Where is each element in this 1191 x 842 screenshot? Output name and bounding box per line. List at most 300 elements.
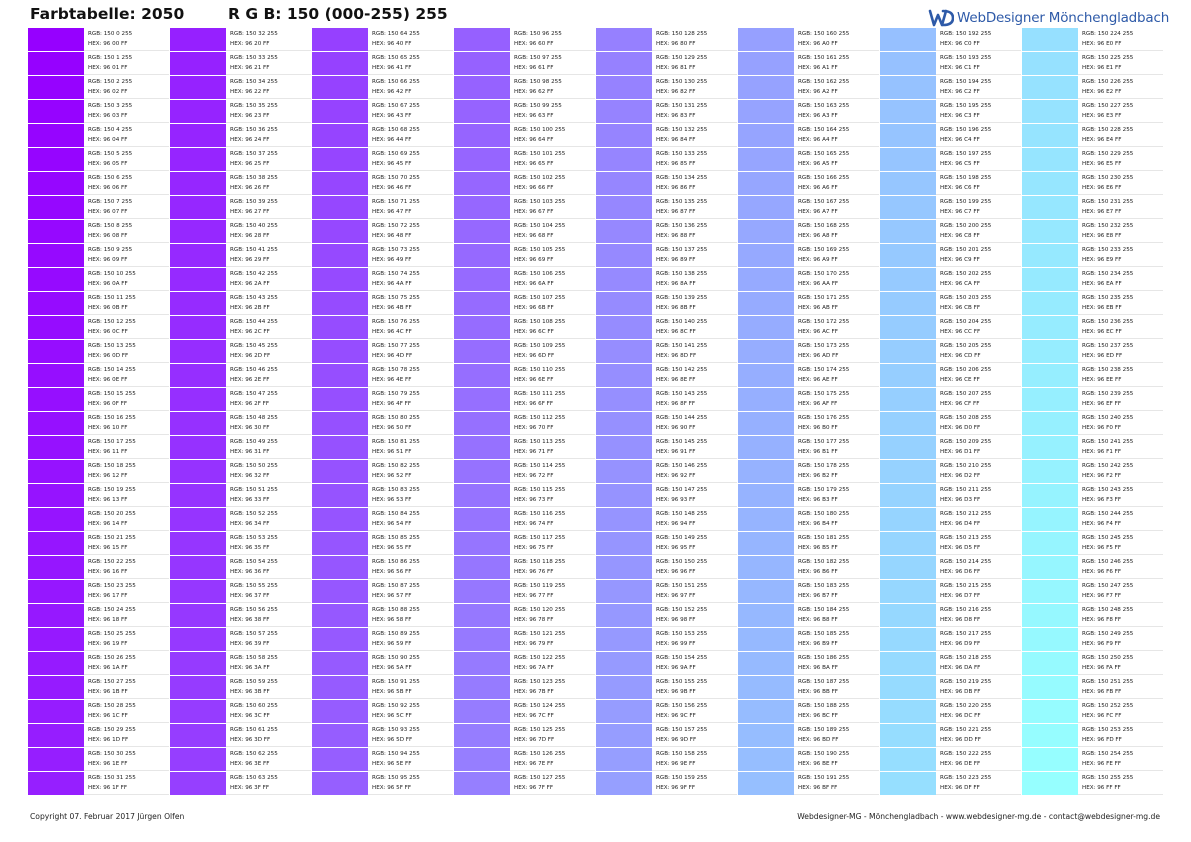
color-swatch bbox=[454, 484, 510, 507]
rgb-value: RGB: 150 33 255 bbox=[230, 55, 278, 61]
color-swatch bbox=[28, 292, 84, 315]
color-code-label bbox=[88, 174, 132, 193]
rgb-value: RGB: 150 28 255 bbox=[88, 703, 136, 709]
color-code-label bbox=[230, 414, 278, 433]
hex-value: HEX: 96 01 FF bbox=[88, 64, 128, 71]
color-code-label bbox=[940, 678, 991, 697]
color-cell bbox=[738, 172, 879, 195]
color-cell bbox=[170, 340, 311, 363]
hex-value: HEX: 96 41 FF bbox=[372, 64, 412, 71]
color-swatch bbox=[312, 532, 368, 555]
color-cell bbox=[28, 460, 169, 483]
color-cell bbox=[312, 292, 453, 315]
color-cell bbox=[312, 652, 453, 675]
color-swatch bbox=[1022, 244, 1078, 267]
color-swatch bbox=[880, 196, 936, 219]
color-code-label bbox=[514, 342, 565, 361]
color-swatch bbox=[454, 172, 510, 195]
color-code-label bbox=[230, 462, 278, 481]
hex-value: HEX: 96 C5 FF bbox=[940, 160, 980, 167]
rgb-value: RGB: 150 226 255 bbox=[1082, 79, 1134, 85]
color-cell bbox=[596, 628, 737, 651]
color-code-label bbox=[514, 78, 562, 97]
rgb-value: RGB: 150 119 255 bbox=[514, 583, 566, 589]
color-cell bbox=[880, 220, 1021, 243]
color-cell bbox=[596, 340, 737, 363]
color-cell bbox=[880, 532, 1021, 555]
hex-value: HEX: 96 EE FF bbox=[1082, 376, 1122, 383]
color-code-label bbox=[940, 246, 991, 265]
hex-value: HEX: 96 7C FF bbox=[514, 712, 554, 719]
hex-value: HEX: 96 F8 FF bbox=[1082, 616, 1122, 623]
color-code-label bbox=[798, 222, 849, 241]
hex-value: HEX: 96 EC FF bbox=[1082, 328, 1122, 335]
color-swatch bbox=[1022, 52, 1078, 75]
color-swatch bbox=[738, 748, 794, 771]
color-swatch bbox=[312, 388, 368, 411]
color-code-label bbox=[656, 630, 707, 649]
hex-value: HEX: 96 03 FF bbox=[88, 112, 128, 119]
color-code-label bbox=[514, 438, 565, 457]
color-cell bbox=[170, 484, 311, 507]
hex-value: HEX: 96 80 FF bbox=[656, 40, 696, 47]
color-code-label bbox=[514, 198, 565, 217]
color-swatch bbox=[170, 460, 226, 483]
color-code-label bbox=[656, 150, 707, 169]
color-swatch bbox=[28, 436, 84, 459]
hex-value: HEX: 96 1E FF bbox=[88, 760, 128, 767]
color-code-label bbox=[656, 390, 707, 409]
color-cell bbox=[596, 52, 737, 75]
rgb-value: RGB: 150 96 255 bbox=[514, 31, 562, 37]
color-cell bbox=[1022, 172, 1163, 195]
color-code-label bbox=[230, 558, 278, 577]
hex-value: HEX: 96 17 FF bbox=[88, 592, 128, 599]
rgb-value: RGB: 150 250 255 bbox=[1082, 655, 1134, 661]
color-cell bbox=[170, 604, 311, 627]
rgb-value: RGB: 150 24 255 bbox=[88, 607, 136, 613]
color-code-label bbox=[1082, 726, 1133, 745]
color-swatch bbox=[880, 652, 936, 675]
rgb-value: RGB: 150 16 255 bbox=[88, 415, 136, 421]
rgb-value: RGB: 150 238 255 bbox=[1082, 367, 1134, 373]
color-code-label bbox=[514, 462, 565, 481]
color-swatch bbox=[1022, 436, 1078, 459]
hex-value: HEX: 96 06 FF bbox=[88, 184, 128, 191]
color-swatch bbox=[596, 196, 652, 219]
color-swatch bbox=[880, 340, 936, 363]
color-swatch bbox=[1022, 556, 1078, 579]
hex-value: HEX: 96 A8 FF bbox=[798, 232, 838, 239]
color-cell bbox=[170, 412, 311, 435]
color-cell bbox=[28, 244, 169, 267]
rgb-value: RGB: 150 168 255 bbox=[798, 223, 850, 229]
hex-value: HEX: 96 8E FF bbox=[656, 376, 696, 383]
color-swatch bbox=[1022, 604, 1078, 627]
color-code-label bbox=[514, 390, 565, 409]
color-swatch bbox=[1022, 100, 1078, 123]
color-code-label bbox=[514, 54, 562, 73]
color-swatch bbox=[454, 556, 510, 579]
color-code-label bbox=[798, 774, 849, 793]
color-code-label bbox=[88, 510, 136, 529]
color-cell bbox=[170, 244, 311, 267]
color-cell bbox=[312, 532, 453, 555]
color-code-label bbox=[1082, 270, 1133, 289]
copyright-note: Copyright 07. Februar 2017 Jürgen Olfen bbox=[30, 812, 185, 821]
color-swatch bbox=[1022, 676, 1078, 699]
color-code-label bbox=[798, 150, 849, 169]
hex-value: HEX: 96 D1 FF bbox=[940, 448, 981, 455]
hex-value: HEX: 96 FD FF bbox=[1082, 736, 1122, 743]
color-swatch bbox=[170, 340, 226, 363]
rgb-value: RGB: 150 27 255 bbox=[88, 679, 136, 685]
color-cell bbox=[738, 676, 879, 699]
color-swatch bbox=[28, 76, 84, 99]
color-cell bbox=[454, 244, 595, 267]
color-code-label bbox=[656, 510, 707, 529]
rgb-value: RGB: 150 159 255 bbox=[656, 775, 708, 781]
color-cell bbox=[738, 724, 879, 747]
rgb-value: RGB: 150 218 255 bbox=[940, 655, 992, 661]
color-cell bbox=[28, 604, 169, 627]
color-cell bbox=[738, 292, 879, 315]
color-swatch bbox=[28, 268, 84, 291]
color-swatch bbox=[738, 124, 794, 147]
color-swatch bbox=[170, 436, 226, 459]
color-code-label bbox=[656, 654, 707, 673]
hex-value: HEX: 96 4E FF bbox=[372, 376, 412, 383]
hex-value: HEX: 96 1D FF bbox=[88, 736, 129, 743]
color-code-label bbox=[88, 606, 136, 625]
color-code-label bbox=[230, 390, 278, 409]
hex-value: HEX: 96 FF FF bbox=[1082, 784, 1121, 791]
rgb-value: RGB: 150 73 255 bbox=[372, 247, 420, 253]
rgb-value: RGB: 150 229 255 bbox=[1082, 151, 1134, 157]
rgb-value: RGB: 150 141 255 bbox=[656, 343, 708, 349]
hex-value: HEX: 96 D0 FF bbox=[940, 424, 981, 431]
color-cell bbox=[170, 220, 311, 243]
color-code-label bbox=[230, 342, 278, 361]
color-code-label bbox=[372, 102, 420, 121]
color-swatch bbox=[880, 508, 936, 531]
color-cell bbox=[312, 556, 453, 579]
color-swatch bbox=[454, 196, 510, 219]
color-cell bbox=[596, 676, 737, 699]
rgb-value: RGB: 150 142 255 bbox=[656, 367, 708, 373]
color-swatch bbox=[596, 28, 652, 51]
hex-value: HEX: 96 A9 FF bbox=[798, 256, 838, 263]
color-code-label bbox=[940, 174, 991, 193]
color-cell bbox=[454, 748, 595, 771]
hex-value: HEX: 96 2C FF bbox=[230, 328, 270, 335]
color-code-label bbox=[372, 270, 420, 289]
rgb-value: RGB: 150 163 255 bbox=[798, 103, 850, 109]
color-swatch bbox=[880, 772, 936, 795]
color-code-label bbox=[372, 486, 420, 505]
color-code-label bbox=[656, 198, 707, 217]
rgb-value: RGB: 150 144 255 bbox=[656, 415, 708, 421]
hex-value: HEX: 96 0F FF bbox=[88, 400, 128, 407]
color-code-label bbox=[656, 774, 707, 793]
color-cell bbox=[738, 436, 879, 459]
hex-value: HEX: 96 67 FF bbox=[514, 208, 554, 215]
color-swatch bbox=[170, 292, 226, 315]
hex-value: HEX: 96 2A FF bbox=[230, 280, 270, 287]
color-cell bbox=[28, 148, 169, 171]
rgb-value: RGB: 150 177 255 bbox=[798, 439, 850, 445]
color-cell bbox=[1022, 508, 1163, 531]
hex-value: HEX: 96 0C FF bbox=[88, 328, 128, 335]
rgb-value: RGB: 150 236 255 bbox=[1082, 319, 1134, 325]
rgb-value: RGB: 150 149 255 bbox=[656, 535, 708, 541]
hex-value: HEX: 96 09 FF bbox=[88, 256, 128, 263]
color-swatch bbox=[28, 148, 84, 171]
color-cell bbox=[312, 700, 453, 723]
color-swatch bbox=[28, 388, 84, 411]
rgb-value: RGB: 150 143 255 bbox=[656, 391, 708, 397]
rgb-value: RGB: 150 158 255 bbox=[656, 751, 708, 757]
color-swatch bbox=[28, 460, 84, 483]
hex-value: HEX: 96 97 FF bbox=[656, 592, 696, 599]
color-code-label bbox=[656, 438, 707, 457]
rgb-value: RGB: 150 74 255 bbox=[372, 271, 420, 277]
rgb-value: RGB: 150 107 255 bbox=[514, 295, 566, 301]
color-cell bbox=[28, 124, 169, 147]
color-swatch bbox=[454, 340, 510, 363]
rgb-value: RGB: 150 127 255 bbox=[514, 775, 566, 781]
rgb-value: RGB: 150 181 255 bbox=[798, 535, 850, 541]
hex-value: HEX: 96 F9 FF bbox=[1082, 640, 1122, 647]
rgb-value: RGB: 150 151 255 bbox=[656, 583, 708, 589]
color-swatch bbox=[1022, 628, 1078, 651]
rgb-value: RGB: 150 17 255 bbox=[88, 439, 136, 445]
color-swatch bbox=[880, 220, 936, 243]
color-cell bbox=[170, 268, 311, 291]
color-code-label bbox=[798, 78, 849, 97]
color-cell bbox=[312, 412, 453, 435]
hex-value: HEX: 96 A3 FF bbox=[798, 112, 838, 119]
color-swatch bbox=[454, 724, 510, 747]
brand-logo[interactable] bbox=[928, 7, 1169, 29]
rgb-value: RGB: 150 248 255 bbox=[1082, 607, 1134, 613]
hex-value: HEX: 96 C2 FF bbox=[940, 88, 980, 95]
color-code-label bbox=[88, 54, 132, 73]
color-cell bbox=[312, 364, 453, 387]
rgb-value: RGB: 150 128 255 bbox=[656, 31, 708, 37]
color-table bbox=[28, 28, 1162, 800]
color-swatch bbox=[454, 580, 510, 603]
hex-value: HEX: 96 6F FF bbox=[514, 400, 554, 407]
color-code-label bbox=[88, 486, 136, 505]
color-cell bbox=[170, 76, 311, 99]
color-swatch bbox=[312, 340, 368, 363]
hex-value: HEX: 96 B3 FF bbox=[798, 496, 838, 503]
color-code-label bbox=[1082, 342, 1133, 361]
color-cell bbox=[880, 172, 1021, 195]
color-code-label bbox=[940, 462, 991, 481]
color-cell bbox=[1022, 292, 1163, 315]
hex-value: HEX: 96 F6 FF bbox=[1082, 568, 1122, 575]
hex-value: HEX: 96 75 FF bbox=[514, 544, 554, 551]
hex-value: HEX: 96 70 FF bbox=[514, 424, 554, 431]
rgb-value: RGB: 150 254 255 bbox=[1082, 751, 1134, 757]
color-swatch bbox=[596, 628, 652, 651]
rgb-value: RGB: 150 174 255 bbox=[798, 367, 850, 373]
color-cell bbox=[454, 316, 595, 339]
hex-value: HEX: 96 1B FF bbox=[88, 688, 128, 695]
color-code-label bbox=[88, 390, 136, 409]
hex-value: HEX: 96 CF FF bbox=[940, 400, 980, 407]
color-swatch bbox=[880, 676, 936, 699]
rgb-value: RGB: 150 209 255 bbox=[940, 439, 992, 445]
color-cell bbox=[738, 28, 879, 51]
color-swatch bbox=[738, 76, 794, 99]
rgb-value: RGB: 150 183 255 bbox=[798, 583, 850, 589]
color-cell bbox=[596, 292, 737, 315]
color-swatch bbox=[596, 676, 652, 699]
hex-value: HEX: 96 69 FF bbox=[514, 256, 554, 263]
hex-value: HEX: 96 85 FF bbox=[656, 160, 696, 167]
color-code-label bbox=[372, 414, 420, 433]
color-swatch bbox=[596, 412, 652, 435]
hex-value: HEX: 96 1F FF bbox=[88, 784, 128, 791]
hex-value: HEX: 96 AC FF bbox=[798, 328, 838, 335]
hex-value: HEX: 96 39 FF bbox=[230, 640, 270, 647]
color-code-label bbox=[1082, 654, 1133, 673]
color-swatch bbox=[312, 460, 368, 483]
color-code-label bbox=[940, 150, 991, 169]
color-code-label bbox=[940, 198, 991, 217]
color-cell bbox=[880, 292, 1021, 315]
rgb-value: RGB: 150 102 255 bbox=[514, 175, 566, 181]
color-code-label bbox=[1082, 198, 1133, 217]
color-column bbox=[596, 28, 738, 800]
color-code-label bbox=[230, 774, 278, 793]
color-swatch bbox=[738, 556, 794, 579]
hex-value: HEX: 96 E7 FF bbox=[1082, 208, 1122, 215]
color-cell bbox=[170, 532, 311, 555]
hex-value: HEX: 96 BC FF bbox=[798, 712, 838, 719]
color-swatch bbox=[312, 700, 368, 723]
hex-value: HEX: 96 2D FF bbox=[230, 352, 271, 359]
color-swatch bbox=[1022, 364, 1078, 387]
hex-value: HEX: 96 F7 FF bbox=[1082, 592, 1122, 599]
hex-value: HEX: 96 33 FF bbox=[230, 496, 270, 503]
color-code-label bbox=[656, 222, 707, 241]
color-code-label bbox=[230, 750, 278, 769]
color-code-label bbox=[514, 558, 565, 577]
hex-value: HEX: 96 62 FF bbox=[514, 88, 554, 95]
color-cell bbox=[312, 268, 453, 291]
hex-value: HEX: 96 15 FF bbox=[88, 544, 128, 551]
rgb-value: RGB: 150 94 255 bbox=[372, 751, 420, 757]
color-cell bbox=[738, 244, 879, 267]
color-cell bbox=[454, 556, 595, 579]
rgb-value: RGB: 150 137 255 bbox=[656, 247, 708, 253]
hex-value: HEX: 96 72 FF bbox=[514, 472, 554, 479]
color-swatch bbox=[738, 28, 794, 51]
hex-value: HEX: 96 C8 FF bbox=[940, 232, 980, 239]
color-swatch bbox=[454, 436, 510, 459]
color-cell bbox=[28, 508, 169, 531]
color-code-label bbox=[798, 582, 849, 601]
color-swatch bbox=[880, 700, 936, 723]
color-cell bbox=[312, 724, 453, 747]
rgb-value: RGB: 150 117 255 bbox=[514, 535, 566, 541]
rgb-value: RGB: 150 217 255 bbox=[940, 631, 992, 637]
color-swatch bbox=[1022, 340, 1078, 363]
color-cell bbox=[454, 124, 595, 147]
rgb-value: RGB: 150 252 255 bbox=[1082, 703, 1134, 709]
color-code-label bbox=[1082, 78, 1133, 97]
rgb-value: RGB: 150 99 255 bbox=[514, 103, 562, 109]
color-code-label bbox=[514, 30, 562, 49]
color-swatch bbox=[880, 148, 936, 171]
color-cell bbox=[738, 316, 879, 339]
rgb-value: RGB: 150 87 255 bbox=[372, 583, 420, 589]
hex-value: HEX: 96 60 FF bbox=[514, 40, 554, 47]
color-swatch bbox=[170, 76, 226, 99]
hex-value: HEX: 96 EA FF bbox=[1082, 280, 1122, 287]
color-code-label bbox=[372, 558, 420, 577]
color-code-label bbox=[656, 366, 707, 385]
color-code-label bbox=[514, 174, 565, 193]
color-code-label bbox=[514, 126, 565, 145]
color-swatch bbox=[28, 532, 84, 555]
color-cell bbox=[170, 508, 311, 531]
color-swatch bbox=[454, 460, 510, 483]
color-swatch bbox=[170, 52, 226, 75]
color-column bbox=[738, 28, 880, 800]
rgb-value: RGB: 150 205 255 bbox=[940, 343, 992, 349]
rgb-value: RGB: 150 75 255 bbox=[372, 295, 420, 301]
color-code-label bbox=[940, 78, 991, 97]
color-swatch bbox=[312, 748, 368, 771]
hex-value: HEX: 96 AE FF bbox=[798, 376, 838, 383]
color-code-label bbox=[940, 702, 991, 721]
color-code-label bbox=[514, 246, 565, 265]
color-swatch bbox=[738, 580, 794, 603]
color-cell bbox=[880, 748, 1021, 771]
hex-value: HEX: 96 4D FF bbox=[372, 352, 413, 359]
color-cell bbox=[738, 484, 879, 507]
color-code-label bbox=[798, 414, 849, 433]
hex-value: HEX: 96 B1 FF bbox=[798, 448, 838, 455]
color-swatch bbox=[454, 316, 510, 339]
color-cell bbox=[738, 364, 879, 387]
hex-value: HEX: 96 7F FF bbox=[514, 784, 554, 791]
color-swatch bbox=[880, 268, 936, 291]
color-code-label bbox=[372, 678, 420, 697]
rgb-value: RGB: 150 198 255 bbox=[940, 175, 992, 181]
color-swatch bbox=[312, 508, 368, 531]
color-swatch bbox=[738, 604, 794, 627]
color-swatch bbox=[28, 340, 84, 363]
color-code-label bbox=[940, 342, 991, 361]
color-code-label bbox=[1082, 318, 1133, 337]
color-cell bbox=[1022, 268, 1163, 291]
color-code-label bbox=[1082, 582, 1133, 601]
hex-value: HEX: 96 07 FF bbox=[88, 208, 128, 215]
color-swatch bbox=[738, 508, 794, 531]
hex-value: HEX: 96 26 FF bbox=[230, 184, 270, 191]
color-swatch bbox=[28, 580, 84, 603]
color-cell bbox=[312, 124, 453, 147]
color-swatch bbox=[28, 724, 84, 747]
hex-value: HEX: 96 18 FF bbox=[88, 616, 128, 623]
color-swatch bbox=[28, 628, 84, 651]
